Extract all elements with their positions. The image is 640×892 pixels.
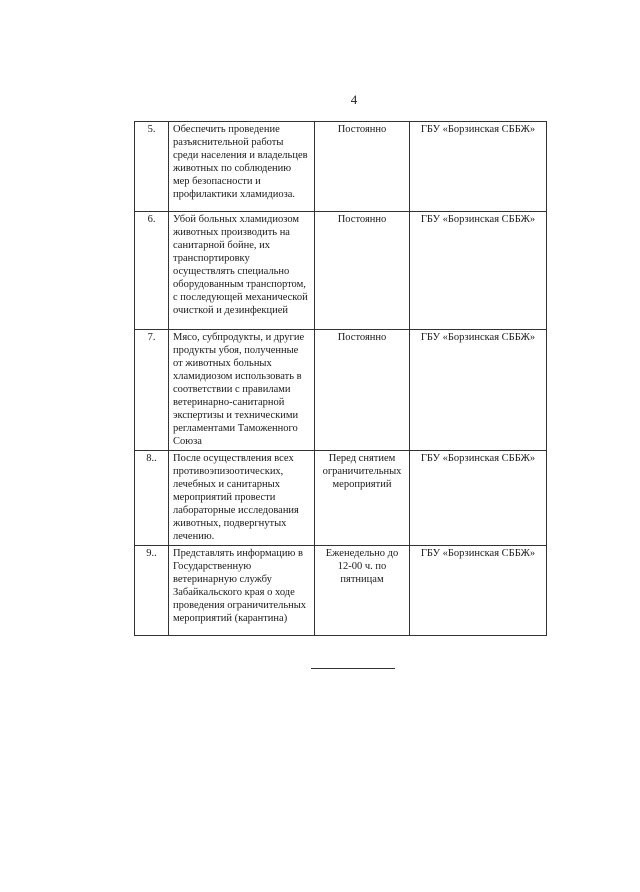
measure-term: Постоянно — [315, 212, 410, 330]
table-row — [135, 330, 547, 451]
table-row — [135, 122, 547, 212]
measure-description: После осуществления всех противоэпизоотических, лечебных и санитарных мероприятий провести лабораторные исследования животных, подвергнутых лечению. — [169, 451, 315, 546]
measure-responsible: ГБУ «Борзинская СББЖ» — [410, 122, 547, 212]
table-row — [135, 451, 547, 546]
page-number: 4 — [350, 92, 358, 107]
row-number: 5. — [135, 122, 169, 212]
measure-description: Мясо, субпродукты, и другие продукты убоя, полученные от животных больных хламидиозом использовать в соответствии с правилами ветеринарно-санитарной экспертизы и техническими регламентами Таможенного Союза — [169, 330, 315, 451]
measure-responsible: ГБУ «Борзинская СББЖ» — [410, 451, 547, 546]
row-number: 8.. — [135, 451, 169, 546]
measure-term: Перед снятием ограничительных мероприятий — [315, 451, 410, 546]
row-number: 9.. — [135, 546, 169, 636]
measure-responsible: ГБУ «Борзинская СББЖ» — [410, 212, 547, 330]
table-row — [135, 546, 547, 636]
measures-table — [134, 121, 547, 636]
row-number: 7. — [135, 330, 169, 451]
measure-description: Обеспечить проведение разъяснительной работы среди населения и владельцев животных по соблюдению мер безопасности и профилактики хламидиоза. — [169, 122, 315, 212]
measure-term: Постоянно — [315, 330, 410, 451]
row-number: 6. — [135, 212, 169, 330]
measure-term: Постоянно — [315, 122, 410, 212]
table-row — [135, 212, 547, 330]
measure-description: Убой больных хламидиозом животных производить на санитарной бойне, их транспортировку осуществлять специально оборудованным транспортом, с последующей механической очисткой и дезинфекцией — [169, 212, 315, 330]
measure-responsible: ГБУ «Борзинская СББЖ» — [410, 330, 547, 451]
measure-responsible: ГБУ «Борзинская СББЖ» — [410, 546, 547, 636]
measure-term: Еженедельно до 12-00 ч. по пятницам — [315, 546, 410, 636]
closing-rule — [311, 668, 395, 669]
measure-description: Представлять информацию в Государственную ветеринарную службу Забайкальского края о ходе проведения ограничительных мероприятий (карантина) — [169, 546, 315, 636]
